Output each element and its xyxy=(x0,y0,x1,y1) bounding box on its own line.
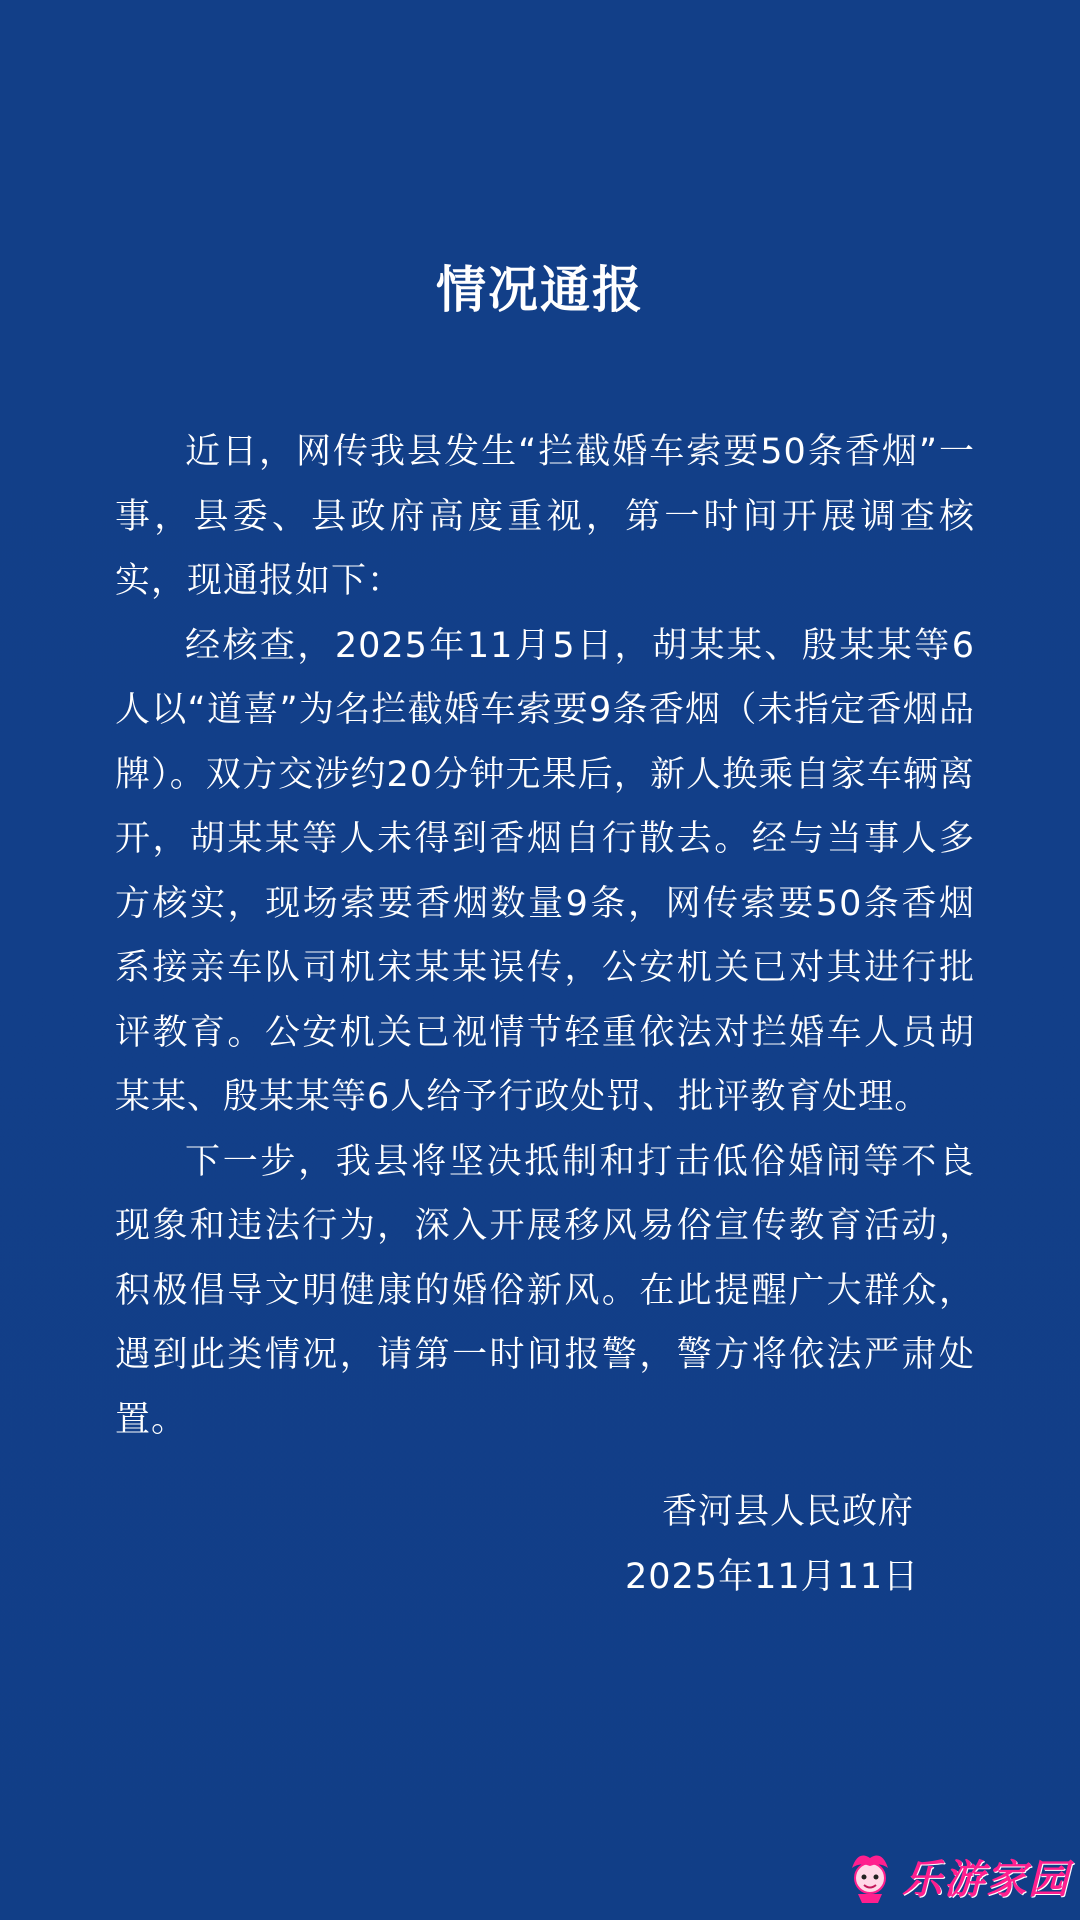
notice-title: 情况通报 xyxy=(436,260,644,319)
paragraph-findings: 经核查，2025年11月5日，胡某某、殷某某等6人以“道喜”为名拦截婚车索要9条香烟（未指定香烟品牌）。双方交涉约20分钟无果后，新人换乘自家车辆离开，胡某某等人未得到香烟自行散去。经与当事人多方核实，现场索要香烟数量9条，网传索要50条香烟系接亲车队司机宋某某误传，公安机关已对其进行批评教育。公安机关已视情节轻重依法对拦婚车人员胡某某、殷某某等6人给予行政处罚、批评教育处理。 xyxy=(115,625,975,1117)
paragraph-next-steps: 下一步，我县将坚决抵制和打击低俗婚闹等不良现象和违法行为，深入开展移风易俗宣传教育活动，积极倡导文明健康的婚俗新风。在此提醒广大群众，遇到此类情况，请第一时间报警，警方将依法严肃处置。 xyxy=(115,1141,975,1440)
paragraph-intro: 近日，网传我县发生“拦截婚车索要50条香烟”一事，县委、县政府高度重视，第一时间开展调查核实，现通报如下： xyxy=(115,432,975,601)
signature-date: 2025年11月11日 xyxy=(625,1557,920,1597)
watermark-text: 乐游家园 xyxy=(902,1855,1070,1903)
mascot-icon xyxy=(844,1848,896,1904)
notice-body xyxy=(115,420,975,1452)
watermark xyxy=(844,1846,1070,1906)
signature-organization: 香河县人民政府 xyxy=(662,1492,915,1532)
